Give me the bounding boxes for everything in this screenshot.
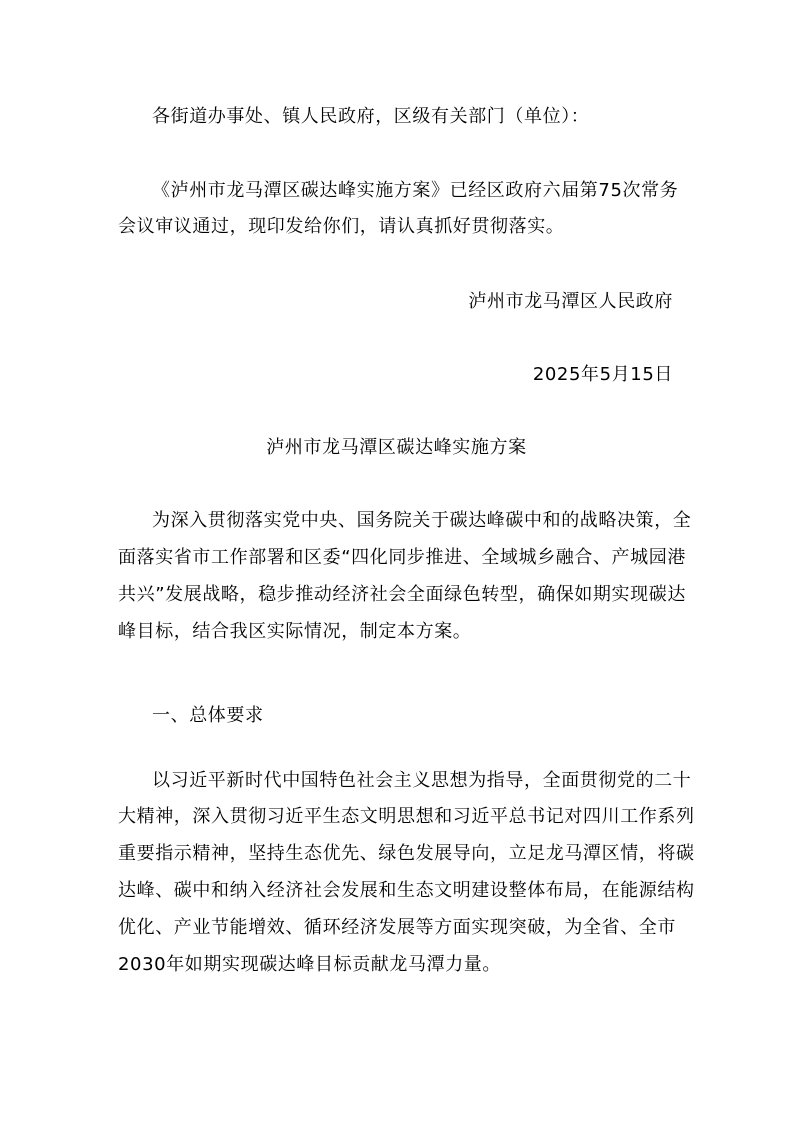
addressee: 各街道办事处、镇人民政府，区级有关部门（单位）：: [152, 106, 590, 127]
section-1-line-5: 优化、产业节能增效、循环经济发展等方面实现突破，为全省、全市: [118, 917, 676, 938]
notice-line-2: 会议审议通过，现印发给你们，请认真抓好贯彻落实。: [118, 216, 565, 237]
intro-line-2: 面落实省市工作部署和区委“四化同步推进、全域城乡融合、产城园港: [118, 547, 686, 568]
intro-line-4: 峰目标，结合我区实际情况，制定本方案。: [118, 621, 472, 642]
intro-line-3: 共兴”发展战略，稳步推动经济社会全面绿色转型，确保如期实现碳达: [118, 584, 686, 605]
intro-line-1: 为深入贯彻落实党中央、国务院关于碳达峰碳中和的战略决策，全: [152, 510, 692, 531]
plan-title: 泸州市龙马潭区碳达峰实施方案: [266, 437, 527, 458]
section-1-line-4: 达峰、碳中和纳入经济社会发展和生态文明建设整体布局，在能源结构: [118, 880, 695, 901]
notice-line-1: 《泸州市龙马潭区碳达峰实施方案》已经区政府六届第75次常务: [152, 180, 679, 201]
signature-org: 泸州市龙马潭区人民政府: [468, 291, 673, 312]
section-1-line-2: 大精神，深入贯彻习近平生态文明思想和习近平总书记对四川工作系列: [118, 806, 695, 827]
section-1-line-6: 2030年如期实现碳达峰目标贡献龙马潭力量。: [118, 954, 502, 975]
signature-date: 2025年5月15日: [532, 364, 673, 385]
section-1-line-3: 重要指示精神，坚持生态优先、绿色发展导向，立足龙马潭区情，将碳: [118, 843, 695, 864]
section-1-line-1: 以习近平新时代中国特色社会主义思想为指导，全面贯彻党的二十: [152, 770, 692, 791]
section-1-heading: 一、总体要求: [152, 705, 264, 726]
